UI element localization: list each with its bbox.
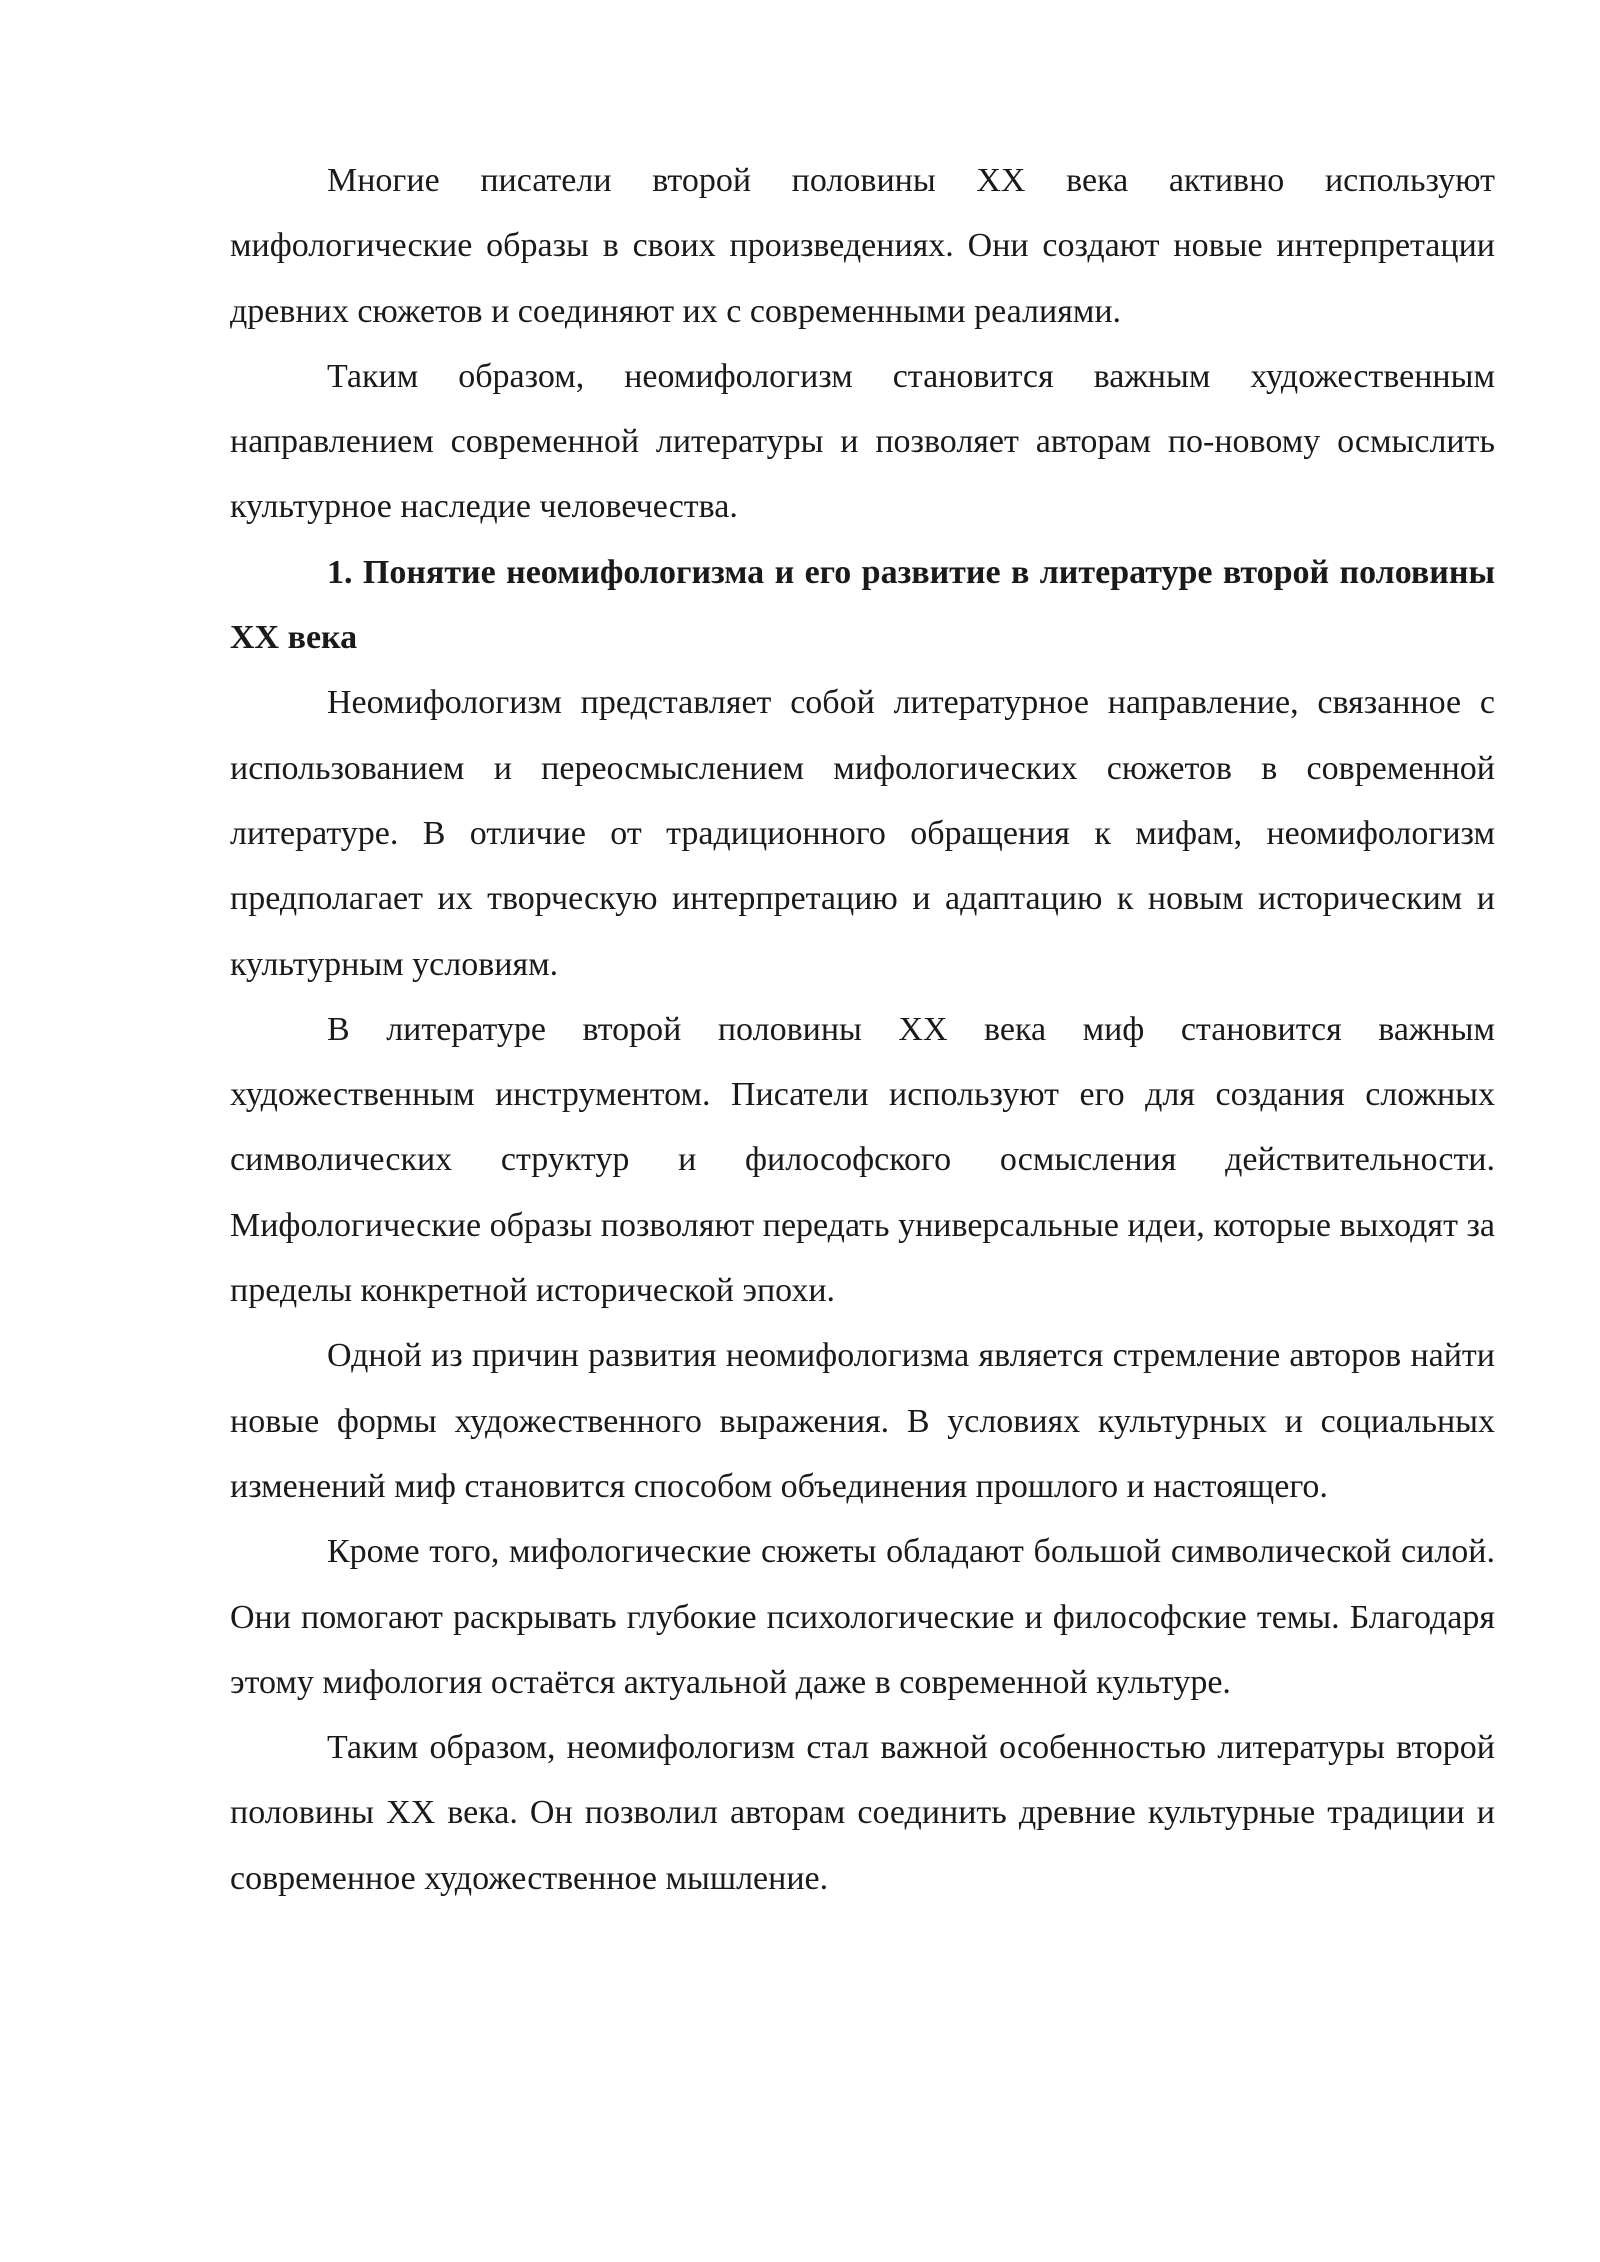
- section-heading: 1. Понятие неомифологизма и его развитие в литературе второй половины ХХ века: [230, 553, 1495, 657]
- paragraph-section-4: Кроме того, мифологические сюжеты обладают большой символической силой. Они помогают раскрывать глубокие психологические и философские темы. Благодаря этому мифология остаётся актуальной даже в современной культуре.: [230, 1533, 1495, 1701]
- document-page: [230, 148, 1495, 1911]
- paragraph-section-1: Неомифологизм представляет собой литературное направление, связанное с использованием и переосмыслением мифологических сюжетов в современной литературе. В отличие от традиционного обращения к мифам, неомифологизм предполагает их творческую интерпретацию и адаптацию к новым историческим и культурным условиям.: [230, 684, 1495, 983]
- paragraph-section-3: Одной из причин развития неомифологизма является стремление авторов найти новые формы художественного выражения. В условиях культурных и социальных изменений миф становится способом объединения прошлого и настоящего.: [230, 1337, 1495, 1505]
- paragraph-section-2: В литературе второй половины ХХ века миф становится важным художественным инструментом. Писатели используют его для создания сложных символических структур и философского осмысления действительности. Мифологические образы позволяют передать универсальные идеи, которые выходят за пределы конкретной исторической эпохи.: [230, 1010, 1495, 1310]
- paragraph-section-5: Таким образом, неомифологизм стал важной особенностью литературы второй половины ХХ века. Он позволил авторам соединить древние культурные традиции и современное художественное мышление.: [230, 1729, 1495, 1897]
- paragraph-intro-2: Таким образом, неомифологизм становится важным художественным направлением современной литературы и позволяет авторам по-новому осмыслить культурное наследие человечества.: [230, 357, 1495, 526]
- paragraph-intro-1: Многие писатели второй половины ХХ века активно используют мифологические образы в своих произведениях. Они создают новые интерпретации древних сюжетов и соединяют их с современными реалиями.: [230, 162, 1495, 330]
